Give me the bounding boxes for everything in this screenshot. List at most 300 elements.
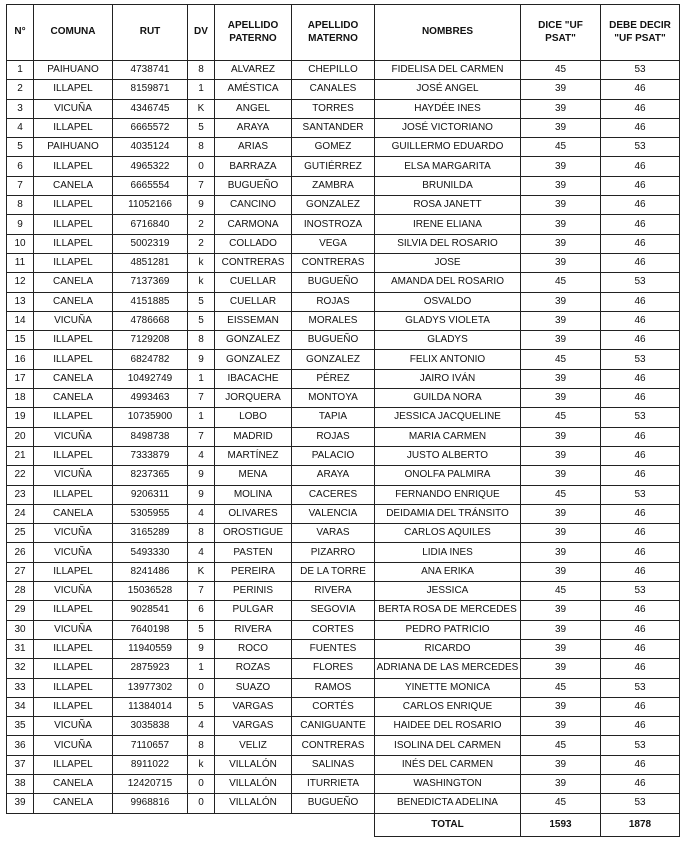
cell-rut: 4786668: [113, 311, 188, 330]
cell-dv: 5: [188, 118, 215, 137]
cell-dv: 0: [188, 794, 215, 813]
cell-materno: PÉREZ: [292, 369, 375, 388]
cell-debe: 53: [601, 582, 680, 601]
cell-comuna: CANELA: [34, 389, 113, 408]
table-row: [7, 755, 680, 774]
cell-rut: 3035838: [113, 717, 188, 736]
cell-materno: RIVERA: [292, 582, 375, 601]
cell-dice: 39: [521, 311, 601, 330]
cell-debe: 53: [601, 408, 680, 427]
cell-dice: 39: [521, 176, 601, 195]
cell-materno: CONTRERAS: [292, 253, 375, 272]
cell-n: 28: [7, 582, 34, 601]
cell-n: 31: [7, 639, 34, 658]
cell-debe: 46: [601, 331, 680, 350]
cell-n: 14: [7, 311, 34, 330]
header-n: N°: [7, 5, 34, 61]
cell-dv: 5: [188, 292, 215, 311]
table-row: [7, 601, 680, 620]
cell-rut: 9028541: [113, 601, 188, 620]
cell-debe: 46: [601, 620, 680, 639]
table-row: [7, 389, 680, 408]
cell-dv: K: [188, 99, 215, 118]
cell-dv: 9: [188, 196, 215, 215]
cell-paterno: PERINIS: [215, 582, 292, 601]
table-row: [7, 446, 680, 465]
cell-n: 15: [7, 331, 34, 350]
cell-nombres: LIDIA INES: [375, 543, 521, 562]
cell-comuna: VICUÑA: [34, 620, 113, 639]
cell-paterno: CANCINO: [215, 196, 292, 215]
cell-paterno: SUAZO: [215, 678, 292, 697]
cell-rut: 8911022: [113, 755, 188, 774]
cell-materno: BUGUEÑO: [292, 273, 375, 292]
cell-comuna: VICUÑA: [34, 99, 113, 118]
cell-rut: 11384014: [113, 697, 188, 716]
header-dice-uf-psat: DICE "UF PSAT": [521, 5, 601, 61]
table-row: [7, 331, 680, 350]
cell-comuna: PAIHUANO: [34, 138, 113, 157]
cell-comuna: ILLAPEL: [34, 408, 113, 427]
cell-n: 11: [7, 253, 34, 272]
cell-nombres: FERNANDO ENRIQUE: [375, 485, 521, 504]
cell-materno: CACERES: [292, 485, 375, 504]
cell-materno: CANALES: [292, 80, 375, 99]
cell-comuna: VICUÑA: [34, 466, 113, 485]
cell-nombres: JESSICA JACQUELINE: [375, 408, 521, 427]
cell-rut: 5305955: [113, 504, 188, 523]
cell-comuna: CANELA: [34, 504, 113, 523]
cell-rut: 9968816: [113, 794, 188, 813]
cell-n: 34: [7, 697, 34, 716]
table-row: [7, 99, 680, 118]
cell-n: 23: [7, 485, 34, 504]
cell-dice: 39: [521, 215, 601, 234]
cell-dv: 4: [188, 446, 215, 465]
cell-n: 8: [7, 196, 34, 215]
cell-dv: k: [188, 253, 215, 272]
cell-paterno: OROSTIGUE: [215, 524, 292, 543]
cell-n: 12: [7, 273, 34, 292]
cell-debe: 46: [601, 543, 680, 562]
cell-nombres: GLADYS: [375, 331, 521, 350]
table-body: [7, 61, 680, 814]
cell-debe: 53: [601, 138, 680, 157]
cell-nombres: FELIX ANTONIO: [375, 350, 521, 369]
cell-dv: 2: [188, 234, 215, 253]
header-comuna: COMUNA: [34, 5, 113, 61]
cell-comuna: ILLAPEL: [34, 639, 113, 658]
cell-dv: K: [188, 562, 215, 581]
cell-dice: 45: [521, 485, 601, 504]
cell-debe: 53: [601, 350, 680, 369]
cell-materno: VALENCIA: [292, 504, 375, 523]
table-row: [7, 234, 680, 253]
cell-dv: 8: [188, 61, 215, 80]
cell-debe: 46: [601, 118, 680, 137]
cell-rut: 7333879: [113, 446, 188, 465]
cell-paterno: VELIZ: [215, 736, 292, 755]
cell-debe: 46: [601, 234, 680, 253]
cell-rut: 2875923: [113, 659, 188, 678]
cell-rut: 7640198: [113, 620, 188, 639]
table-row: [7, 582, 680, 601]
cell-comuna: ILLAPEL: [34, 331, 113, 350]
cell-dice: 39: [521, 601, 601, 620]
cell-dice: 39: [521, 446, 601, 465]
cell-debe: 46: [601, 446, 680, 465]
cell-rut: 5002319: [113, 234, 188, 253]
cell-nombres: CARLOS ENRIQUE: [375, 697, 521, 716]
cell-nombres: GLADYS VIOLETA: [375, 311, 521, 330]
cell-dice: 39: [521, 755, 601, 774]
table-row: [7, 504, 680, 523]
cell-rut: 15036528: [113, 582, 188, 601]
cell-comuna: ILLAPEL: [34, 80, 113, 99]
cell-comuna: ILLAPEL: [34, 215, 113, 234]
cell-materno: ARAYA: [292, 466, 375, 485]
cell-debe: 53: [601, 61, 680, 80]
cell-materno: RAMOS: [292, 678, 375, 697]
uf-psat-correction-table: [6, 4, 680, 837]
cell-dv: 1: [188, 369, 215, 388]
cell-comuna: ILLAPEL: [34, 157, 113, 176]
cell-nombres: JAIRO IVÁN: [375, 369, 521, 388]
cell-comuna: ILLAPEL: [34, 446, 113, 465]
cell-dice: 39: [521, 717, 601, 736]
cell-rut: 12420715: [113, 774, 188, 793]
cell-rut: 6716840: [113, 215, 188, 234]
cell-dv: 0: [188, 774, 215, 793]
cell-rut: 4035124: [113, 138, 188, 157]
cell-debe: 46: [601, 504, 680, 523]
cell-comuna: ILLAPEL: [34, 485, 113, 504]
cell-dice: 39: [521, 253, 601, 272]
cell-paterno: BUGUEÑO: [215, 176, 292, 195]
table-row: [7, 215, 680, 234]
cell-materno: MONTOYA: [292, 389, 375, 408]
cell-nombres: ROSA JANETT: [375, 196, 521, 215]
cell-dv: 1: [188, 408, 215, 427]
cell-dice: 45: [521, 794, 601, 813]
cell-debe: 46: [601, 427, 680, 446]
cell-comuna: ILLAPEL: [34, 350, 113, 369]
cell-materno: FUENTES: [292, 639, 375, 658]
cell-materno: ZAMBRA: [292, 176, 375, 195]
cell-dice: 39: [521, 639, 601, 658]
cell-debe: 53: [601, 273, 680, 292]
cell-paterno: VILLALÓN: [215, 794, 292, 813]
cell-paterno: MARTÍNEZ: [215, 446, 292, 465]
cell-rut: 8237365: [113, 466, 188, 485]
cell-paterno: VARGAS: [215, 697, 292, 716]
cell-nombres: ELSA MARGARITA: [375, 157, 521, 176]
cell-dv: 9: [188, 350, 215, 369]
header-apellido-paterno: APELLIDO PATERNO: [215, 5, 292, 61]
cell-dv: 7: [188, 389, 215, 408]
cell-dv: 7: [188, 176, 215, 195]
cell-nombres: ONOLFA PALMIRA: [375, 466, 521, 485]
cell-dice: 39: [521, 659, 601, 678]
cell-dv: 4: [188, 504, 215, 523]
cell-nombres: BERTA ROSA DE MERCEDES: [375, 601, 521, 620]
cell-debe: 46: [601, 253, 680, 272]
cell-dv: 1: [188, 80, 215, 99]
cell-dice: 39: [521, 369, 601, 388]
cell-dv: 0: [188, 678, 215, 697]
cell-rut: 11052166: [113, 196, 188, 215]
cell-materno: CONTRERAS: [292, 736, 375, 755]
cell-debe: 46: [601, 215, 680, 234]
cell-n: 33: [7, 678, 34, 697]
cell-rut: 3165289: [113, 524, 188, 543]
cell-dice: 45: [521, 350, 601, 369]
table-row: [7, 794, 680, 813]
cell-paterno: MENA: [215, 466, 292, 485]
cell-comuna: ILLAPEL: [34, 196, 113, 215]
cell-paterno: ALVAREZ: [215, 61, 292, 80]
cell-dice: 45: [521, 408, 601, 427]
cell-dice: 39: [521, 504, 601, 523]
cell-dv: 7: [188, 427, 215, 446]
cell-n: 30: [7, 620, 34, 639]
table-row: [7, 292, 680, 311]
cell-comuna: VICUÑA: [34, 524, 113, 543]
cell-materno: ROJAS: [292, 292, 375, 311]
cell-paterno: ROZAS: [215, 659, 292, 678]
cell-nombres: GUILLERMO EDUARDO: [375, 138, 521, 157]
cell-nombres: IRENE ELIANA: [375, 215, 521, 234]
cell-nombres: GUILDA NORA: [375, 389, 521, 408]
cell-comuna: ILLAPEL: [34, 118, 113, 137]
cell-dv: 0: [188, 157, 215, 176]
cell-rut: 4151885: [113, 292, 188, 311]
cell-n: 26: [7, 543, 34, 562]
cell-debe: 53: [601, 485, 680, 504]
cell-paterno: ARIAS: [215, 138, 292, 157]
cell-dice: 39: [521, 543, 601, 562]
cell-nombres: RICARDO: [375, 639, 521, 658]
cell-dv: 5: [188, 311, 215, 330]
cell-n: 39: [7, 794, 34, 813]
cell-n: 7: [7, 176, 34, 195]
cell-nombres: HAIDEE DEL ROSARIO: [375, 717, 521, 736]
cell-dice: 39: [521, 697, 601, 716]
cell-dice: 39: [521, 292, 601, 311]
table-row: [7, 311, 680, 330]
cell-dv: 8: [188, 331, 215, 350]
cell-dice: 39: [521, 80, 601, 99]
cell-rut: 5493330: [113, 543, 188, 562]
table-row: [7, 717, 680, 736]
table-row: [7, 736, 680, 755]
cell-dice: 39: [521, 118, 601, 137]
cell-dv: 8: [188, 736, 215, 755]
cell-materno: ROJAS: [292, 427, 375, 446]
cell-debe: 46: [601, 524, 680, 543]
cell-comuna: CANELA: [34, 273, 113, 292]
cell-comuna: ILLAPEL: [34, 253, 113, 272]
cell-paterno: CARMONA: [215, 215, 292, 234]
cell-debe: 46: [601, 176, 680, 195]
cell-materno: GOMEZ: [292, 138, 375, 157]
cell-n: 24: [7, 504, 34, 523]
cell-materno: BUGUEÑO: [292, 331, 375, 350]
table-row: [7, 562, 680, 581]
cell-rut: 13977302: [113, 678, 188, 697]
cell-dv: 8: [188, 524, 215, 543]
cell-dv: k: [188, 755, 215, 774]
cell-dv: 8: [188, 138, 215, 157]
cell-nombres: AMANDA DEL ROSARIO: [375, 273, 521, 292]
cell-dv: 4: [188, 543, 215, 562]
cell-debe: 46: [601, 80, 680, 99]
cell-comuna: VICUÑA: [34, 717, 113, 736]
cell-comuna: VICUÑA: [34, 311, 113, 330]
cell-dv: 7: [188, 582, 215, 601]
table-row: [7, 659, 680, 678]
table-row: [7, 80, 680, 99]
cell-rut: 6665554: [113, 176, 188, 195]
header-debe-decir-uf-psat: DEBE DECIR "UF PSAT": [601, 5, 680, 61]
cell-n: 19: [7, 408, 34, 427]
cell-comuna: VICUÑA: [34, 582, 113, 601]
cell-nombres: HAYDÉE INES: [375, 99, 521, 118]
cell-materno: MORALES: [292, 311, 375, 330]
cell-n: 21: [7, 446, 34, 465]
cell-rut: 8159871: [113, 80, 188, 99]
cell-debe: 46: [601, 369, 680, 388]
table-row: [7, 138, 680, 157]
cell-paterno: RIVERA: [215, 620, 292, 639]
cell-debe: 46: [601, 157, 680, 176]
cell-nombres: BENEDICTA ADELINA: [375, 794, 521, 813]
cell-materno: GUTIÉRREZ: [292, 157, 375, 176]
cell-debe: 46: [601, 466, 680, 485]
table-row: [7, 196, 680, 215]
cell-materno: DE LA TORRE: [292, 562, 375, 581]
cell-paterno: CUELLAR: [215, 273, 292, 292]
cell-debe: 46: [601, 639, 680, 658]
cell-materno: SALINAS: [292, 755, 375, 774]
cell-dice: 45: [521, 582, 601, 601]
cell-materno: ITURRIETA: [292, 774, 375, 793]
cell-dice: 45: [521, 138, 601, 157]
cell-nombres: OSVALDO: [375, 292, 521, 311]
cell-dice: 45: [521, 273, 601, 292]
cell-nombres: ISOLINA DEL CARMEN: [375, 736, 521, 755]
cell-materno: PALACIO: [292, 446, 375, 465]
table-row: [7, 678, 680, 697]
cell-rut: 4346745: [113, 99, 188, 118]
cell-debe: 53: [601, 736, 680, 755]
cell-dice: 39: [521, 234, 601, 253]
cell-paterno: GONZALEZ: [215, 331, 292, 350]
table-row: [7, 620, 680, 639]
cell-dv: 1: [188, 659, 215, 678]
cell-n: 5: [7, 138, 34, 157]
cell-n: 22: [7, 466, 34, 485]
cell-comuna: ILLAPEL: [34, 601, 113, 620]
table-row: [7, 697, 680, 716]
cell-comuna: VICUÑA: [34, 736, 113, 755]
cell-dice: 39: [521, 389, 601, 408]
cell-n: 36: [7, 736, 34, 755]
table-row: [7, 543, 680, 562]
table-row: [7, 639, 680, 658]
cell-debe: 46: [601, 562, 680, 581]
cell-comuna: VICUÑA: [34, 427, 113, 446]
cell-dv: 2: [188, 215, 215, 234]
cell-paterno: PASTEN: [215, 543, 292, 562]
cell-dice: 39: [521, 331, 601, 350]
cell-rut: 11940559: [113, 639, 188, 658]
cell-paterno: ANGEL: [215, 99, 292, 118]
cell-paterno: JORQUERA: [215, 389, 292, 408]
cell-comuna: CANELA: [34, 369, 113, 388]
cell-comuna: ILLAPEL: [34, 697, 113, 716]
cell-dice: 39: [521, 157, 601, 176]
cell-dv: 4: [188, 717, 215, 736]
table-row: [7, 157, 680, 176]
cell-paterno: IBACACHE: [215, 369, 292, 388]
cell-n: 35: [7, 717, 34, 736]
cell-n: 29: [7, 601, 34, 620]
cell-dice: 39: [521, 427, 601, 446]
cell-comuna: ILLAPEL: [34, 234, 113, 253]
cell-debe: 46: [601, 601, 680, 620]
cell-dice: 39: [521, 196, 601, 215]
cell-paterno: BARRAZA: [215, 157, 292, 176]
cell-debe: 46: [601, 659, 680, 678]
cell-dv: 5: [188, 697, 215, 716]
cell-materno: BUGUEÑO: [292, 794, 375, 813]
total-row: [7, 813, 680, 836]
correction-table-sheet: [6, 4, 680, 837]
cell-nombres: FIDELISA DEL CARMEN: [375, 61, 521, 80]
cell-n: 20: [7, 427, 34, 446]
cell-rut: 4993463: [113, 389, 188, 408]
cell-comuna: ILLAPEL: [34, 659, 113, 678]
total-debe: 1878: [601, 813, 680, 836]
table-row: [7, 118, 680, 137]
cell-n: 18: [7, 389, 34, 408]
cell-paterno: CUELLAR: [215, 292, 292, 311]
cell-paterno: OLIVARES: [215, 504, 292, 523]
cell-paterno: ARAYA: [215, 118, 292, 137]
cell-rut: 7137369: [113, 273, 188, 292]
cell-n: 9: [7, 215, 34, 234]
cell-rut: 4738741: [113, 61, 188, 80]
cell-comuna: CANELA: [34, 794, 113, 813]
cell-n: 10: [7, 234, 34, 253]
cell-dice: 39: [521, 466, 601, 485]
cell-nombres: JOSE: [375, 253, 521, 272]
cell-debe: 46: [601, 311, 680, 330]
cell-n: 3: [7, 99, 34, 118]
cell-dv: 9: [188, 485, 215, 504]
cell-debe: 46: [601, 755, 680, 774]
cell-nombres: SILVIA DEL ROSARIO: [375, 234, 521, 253]
cell-paterno: ROCO: [215, 639, 292, 658]
cell-comuna: CANELA: [34, 176, 113, 195]
cell-paterno: VILLALÓN: [215, 774, 292, 793]
cell-nombres: ADRIANA DE LAS MERCEDES: [375, 659, 521, 678]
cell-materno: VARAS: [292, 524, 375, 543]
cell-materno: VEGA: [292, 234, 375, 253]
cell-nombres: YINETTE MONICA: [375, 678, 521, 697]
cell-n: 6: [7, 157, 34, 176]
